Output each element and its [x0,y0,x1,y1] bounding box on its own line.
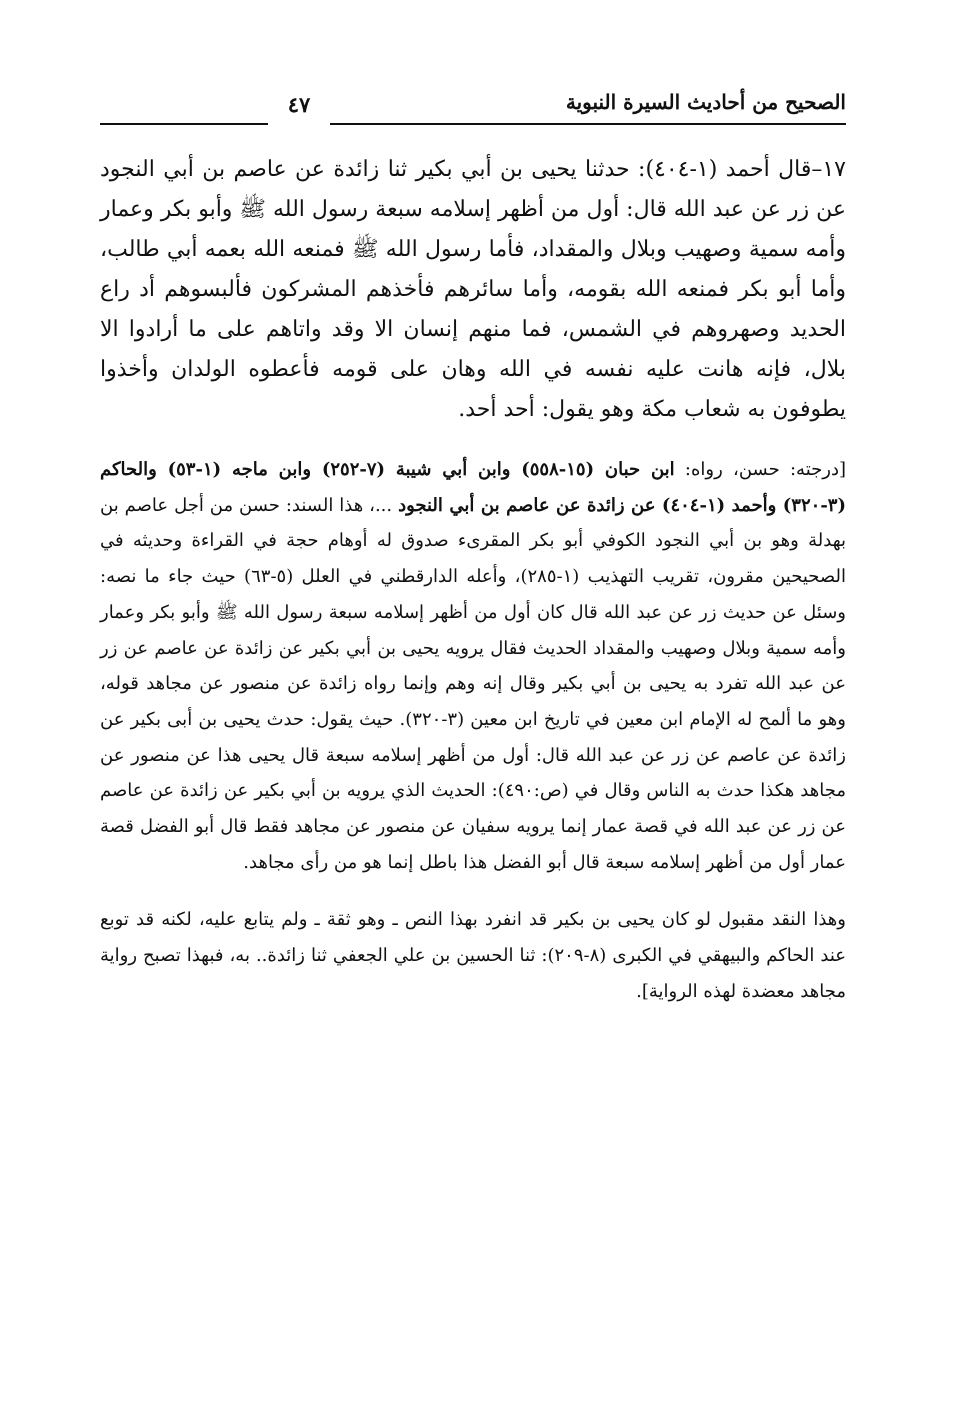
page-number: ٤٧ [287,92,311,117]
running-title: الصحيح من أحاديث السيرة النبوية [565,90,846,114]
header-rule [100,123,846,125]
grading-intro: [درجته: حسن، رواه: [674,459,846,480]
hadith-paragraph: ١٧–قال أحمد (١-٤٠٤): حدثنا يحيى بن أبي بكير ثنا زائدة عن عاصم بن أبي النجود عن زر عن عبد الله قال: أول من أظهر إسلامه سبعة رسول الله ﷺ وأبو بكر وعمار وأمه سمية وصهيب وبلال والمقداد، فأما رسول الله ﷺ فمنعه الله بعمه أبي طالب، وأما أبو بكر فمنعه الله بقومه، وأما سائرهم فأخذهم المشركون فألبسوهم أد راع الحديد وصهروهم في الشمس، فما منهم إنسان الا وقد واتاهم على ما أرادوا الا بلال، فإنه هانت عليه نفسه في الله وهان على قومه فأعطوه الولدان وأخذوا يطوفون به شعاب مكة وهو يقول: أحد أحد. [100,157,846,422]
critique-note-paragraph: وهذا النقد مقبول لو كان يحيى بن بكير قد انفرد بهذا النص ـ وهو ثقة ـ ولم يتابع عليه، لكنه قد توبع عند الحاكم والبيهقي في الكبرى (٨-٢٠٩): ثنا الحسين بن علي الجعفي ثنا زائدة.. به، فبهذا تصبح رواية مجاهد معضدة لهذه الرواية]. [100,909,846,1002]
page-header [100,82,846,128]
grading-paragraph [100,452,846,880]
grading-sources: ابن حبان (١٥-٥٥٨) وابن أبي شيبة (٧-٢٥٢) وابن ماجه (١-٥٣) والحاكم (٣-٣٢٠) وأحمد (١-٤٠٤) عن زائدة عن عاصم بن أبي النجود [100,459,846,516]
grading-analysis: ...، هذا السند: حسن من أجل عاصم بن بهدلة وهو بن أبي النجود الكوفي أبو بكر المقرىء صدوق له أوهام حجة في القراءة وحديثه في الصحيحين مقرون، تقريب التهذيب (١-٢٨٥)، وأعله الدارقطني في العلل (٥-٦٣) حيث جاء ما نصه: وسئل عن حديث زر عن عبد الله قال كان أول من أظهر إسلامه سبعة رسول الله ﷺ وأبو بكر وعمار وأمه سمية وبلال وصهيب والمقداد الحديث فقال يرويه يحيى بن أبي بكير عن زائدة عن عاصم عن زر عن عبد الله تفرد به يحيى بن أبي بكير وقال إنه وهم وإنما رواه زائدة عن منصور عن مجاهد قوله، وهو ما ألمح له الإمام ابن معين في تاريخ ابن معين (٣-٣٢٠). حيث يقول: حدث يحيى بن أبى بكير عن زائدة عن عاصم عن زر عن عبد الله قال: أول من أظهر إسلامه سبعة قال يحيى هذا عن منصور عن مجاهد هكذا حدث به الناس وقال في (ص:٤٩٠): الحديث الذي يرويه بن أبي بكير عن زائدة عن عاصم عن زر عن عبد الله في قصة عمار إنما يرويه سفيان عن منصور عن مجاهد فقط قال أبو الفضل قصة عمار أول من أظهر إسلامه سبعة قال أبو الفضل هذا باطل إنما هو من رأى مجاهد. [100,494,846,873]
page-content [100,150,846,1010]
